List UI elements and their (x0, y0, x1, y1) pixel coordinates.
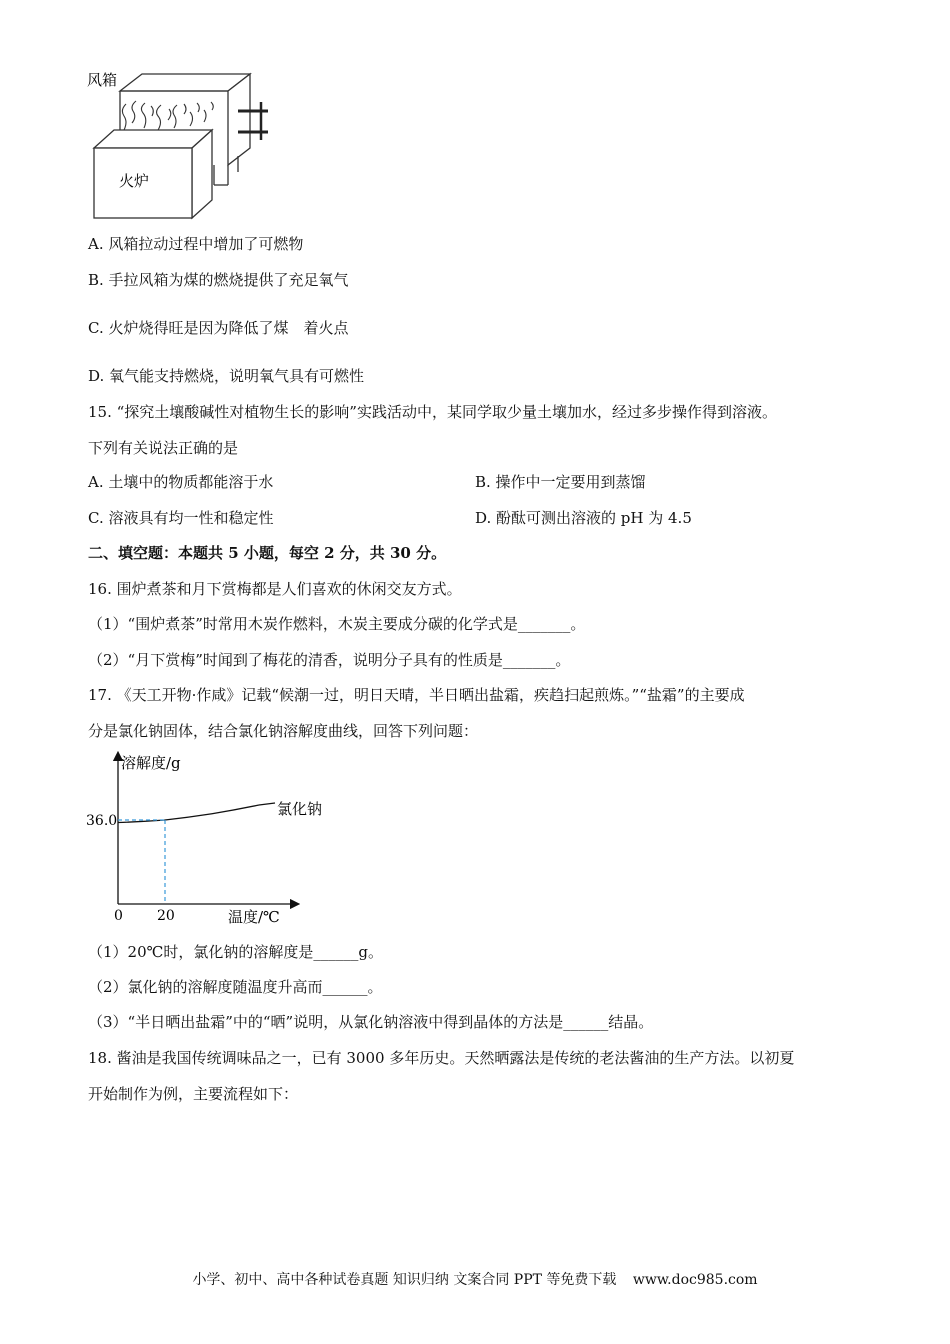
solubility-chart (80, 752, 323, 927)
q14-option-b: B. 手拉风箱为煤的燃烧提供了充足氧气 (88, 271, 349, 289)
q17-stem-line1: 17. 《天工开物·作咸》记载“候潮一过，明日天晴，半日晒出盐霜，疾趋扫起煎炼。”“盐霜”的主要成 (88, 686, 745, 704)
q17-sub1: （1）20℃时，氯化钠的溶解度是______g。 (88, 943, 384, 961)
y-tick-label-36: 36.0 (86, 813, 118, 829)
q15-stem-line1: 15. “探究土壤酸碱性对植物生长的影响”实践活动中，某同学取少量土壤加水，经过多步操作得到溶液。 (88, 403, 777, 421)
x-axis-label: 温度/℃ (228, 908, 280, 926)
q15-option-c: C. 溶液具有均一性和稳定性 (88, 509, 274, 527)
q15-option-a: A. 土壤中的物质都能溶于水 (88, 473, 274, 491)
q14-option-c: C. 火炉烧得旺是因为降低了煤 着火点 (88, 319, 349, 337)
bellows-box-side (228, 74, 250, 165)
page-footer (0, 1269, 950, 1289)
q14-option-a: A. 风箱拉动过程中增加了可燃物 (88, 235, 304, 253)
q18-stem-line2: 开始制作为例，主要流程如下： (88, 1085, 299, 1103)
q15-stem-line2: 下列有关说法正确的是 (88, 439, 239, 457)
q17-sub3: （3）“半日晒出盐霜”中的“晒”说明，从氯化钠溶液中得到晶体的方法是______结晶。 (88, 1013, 654, 1031)
q15-option-d: D. 酚酞可测出溶液的 pH 为 4.5 (475, 509, 692, 527)
curve-tail (259, 803, 275, 805)
footer-url[interactable]: www.doc985.com (632, 1272, 758, 1288)
section-heading: 二、填空题：本题共 5 小题，每空 2 分，共 30 分。 (88, 544, 447, 562)
bellows-label: 风箱 (87, 71, 118, 89)
footer-text: 小学、初中、高中各种试卷真题 知识归纳 文案合同 PPT 等免费下载 (192, 1272, 617, 1288)
furnace-bellows-figure (86, 68, 286, 220)
series-label-nacl: 氯化钠 (277, 800, 323, 818)
q17-sub2: （2）氯化钠的溶解度随温度升高而______。 (88, 978, 383, 996)
q14-option-d: D. 氧气能支持燃烧，说明氧气具有可燃性 (88, 367, 365, 385)
x-tick-label-0: 0 (114, 908, 123, 924)
smoke-squiggles (122, 101, 213, 130)
x-tick-label-20: 20 (157, 908, 175, 924)
y-axis-label: 溶解度/g (121, 754, 181, 772)
q16-sub2: （2）“月下赏梅”时闻到了梅花的清香，说明分子具有的性质是_______。 (88, 651, 571, 669)
q18-stem-line1: 18. 酱油是我国传统调味品之一，已有 3000 多年历史。天然晒露法是传统的老法酱油的生产方法。以初夏 (88, 1049, 795, 1067)
q17-stem-line2: 分是氯化钠固体，结合氯化钠溶解度曲线，回答下列问题： (88, 722, 479, 740)
q16-stem: 16. 围炉煮茶和月下赏梅都是人们喜欢的休闲交友方式。 (88, 580, 462, 598)
q16-sub1: （1）“围炉煮茶”时常用木炭作燃料，木炭主要成分碳的化学式是_______。 (88, 615, 586, 633)
furnace-label: 火炉 (119, 172, 150, 190)
q15-option-b: B. 操作中一定要用到蒸馏 (475, 473, 646, 491)
